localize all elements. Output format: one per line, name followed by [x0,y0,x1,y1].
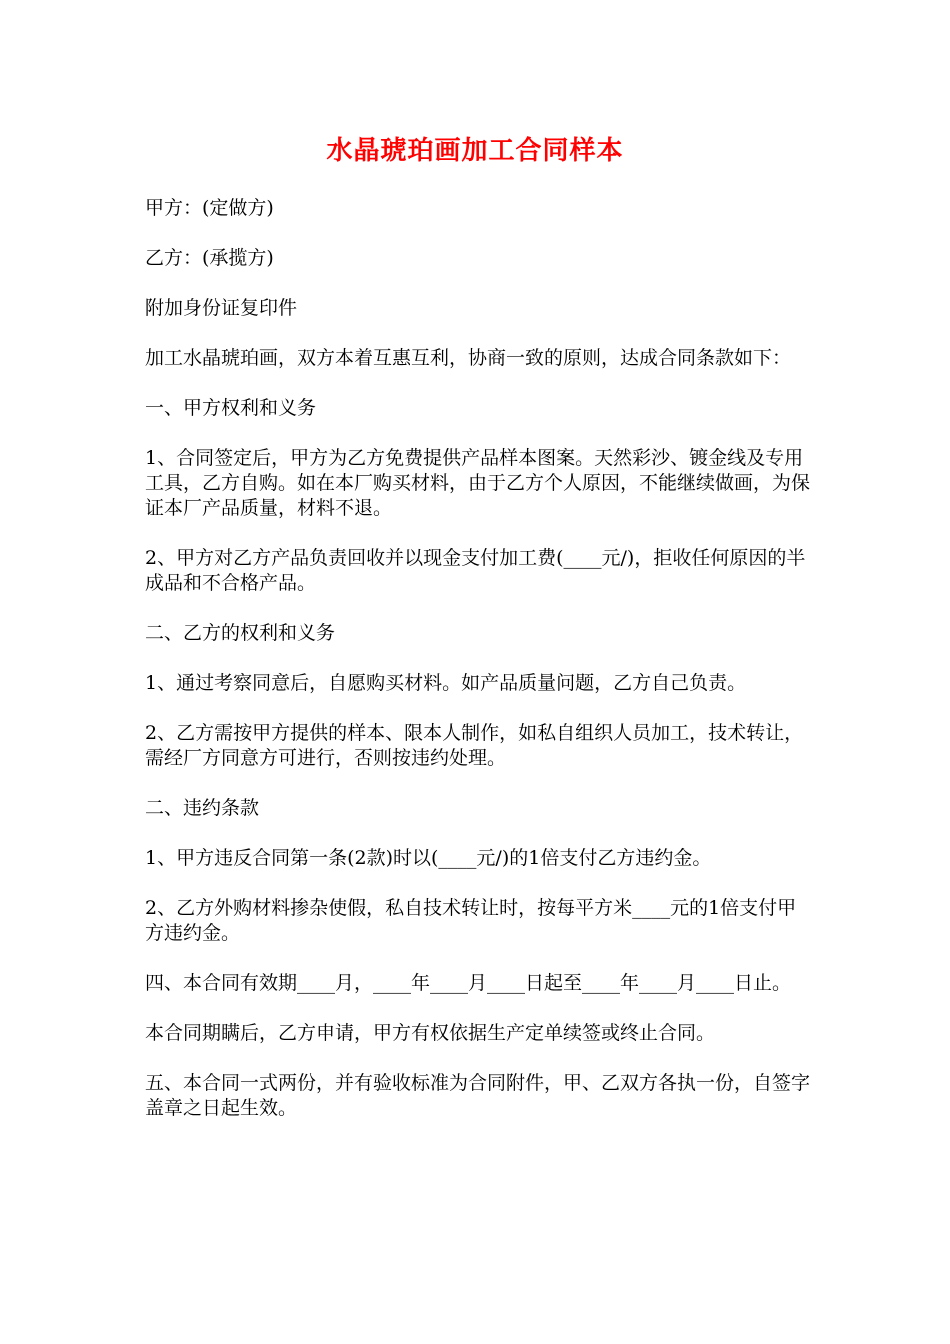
clause-paragraph: 1、合同签定后，甲方为乙方免费提供产品样本图案。天然彩沙、镀金线及专用工具，乙方自购。如在本厂购买材料，由于乙方个人原因，不能继续做画，为保证本厂产品质量，材料不退。 [145,447,811,519]
clause-paragraph: 2、乙方外购材料掺杂使假，私自技术转让时，按每平方米____元的1倍支付甲方违约金。 [145,897,797,944]
clause-paragraph: 1、通过考察同意后，自愿购买材料。如产品质量问题，乙方自己负责。 [145,672,747,694]
renewal-paragraph: 本合同期瞒后，乙方申请，甲方有权依据生产定单续签或终止合同。 [145,1022,716,1044]
preamble-paragraph: 加工水晶琥珀画，双方本着互惠互利，协商一致的原则，达成合同条款如下： [145,347,792,369]
document-body [145,196,815,1146]
section-heading-party-b: 二、乙方的权利和义务 [145,622,336,644]
validity-paragraph: 四、本合同有效期____月，____年____月____日起至____年____月____日止。 [145,972,792,994]
document-title: 水晶琥珀画加工合同样本 [326,136,624,166]
copies-paragraph: 五、本合同一式两份，并有验收标准为合同附件，甲、乙双方各执一份，自签字盖章之日起生效。 [145,1072,811,1119]
party-b-line: 乙方：(承揽方) [145,247,274,269]
section-heading-breach: 二、违约条款 [145,797,260,819]
party-a-line: 甲方：(定做方) [145,197,274,219]
clause-paragraph: 2、甲方对乙方产品负责回收并以现金支付加工费(____元/)，拒收任何原因的半成品和不合格产品。 [145,547,806,594]
attachment-note: 附加身份证复印件 [145,297,298,319]
section-heading-party-a: 一、甲方权利和义务 [145,397,317,419]
clause-paragraph: 1、甲方违反合同第一条(2款)时以(____元/)的1倍支付乙方违约金。 [145,847,712,869]
clause-paragraph: 2、乙方需按甲方提供的样本、限本人制作，如私自组织人员加工，技术转让，需经厂方同意方可进行，否则按违约处理。 [145,722,804,769]
